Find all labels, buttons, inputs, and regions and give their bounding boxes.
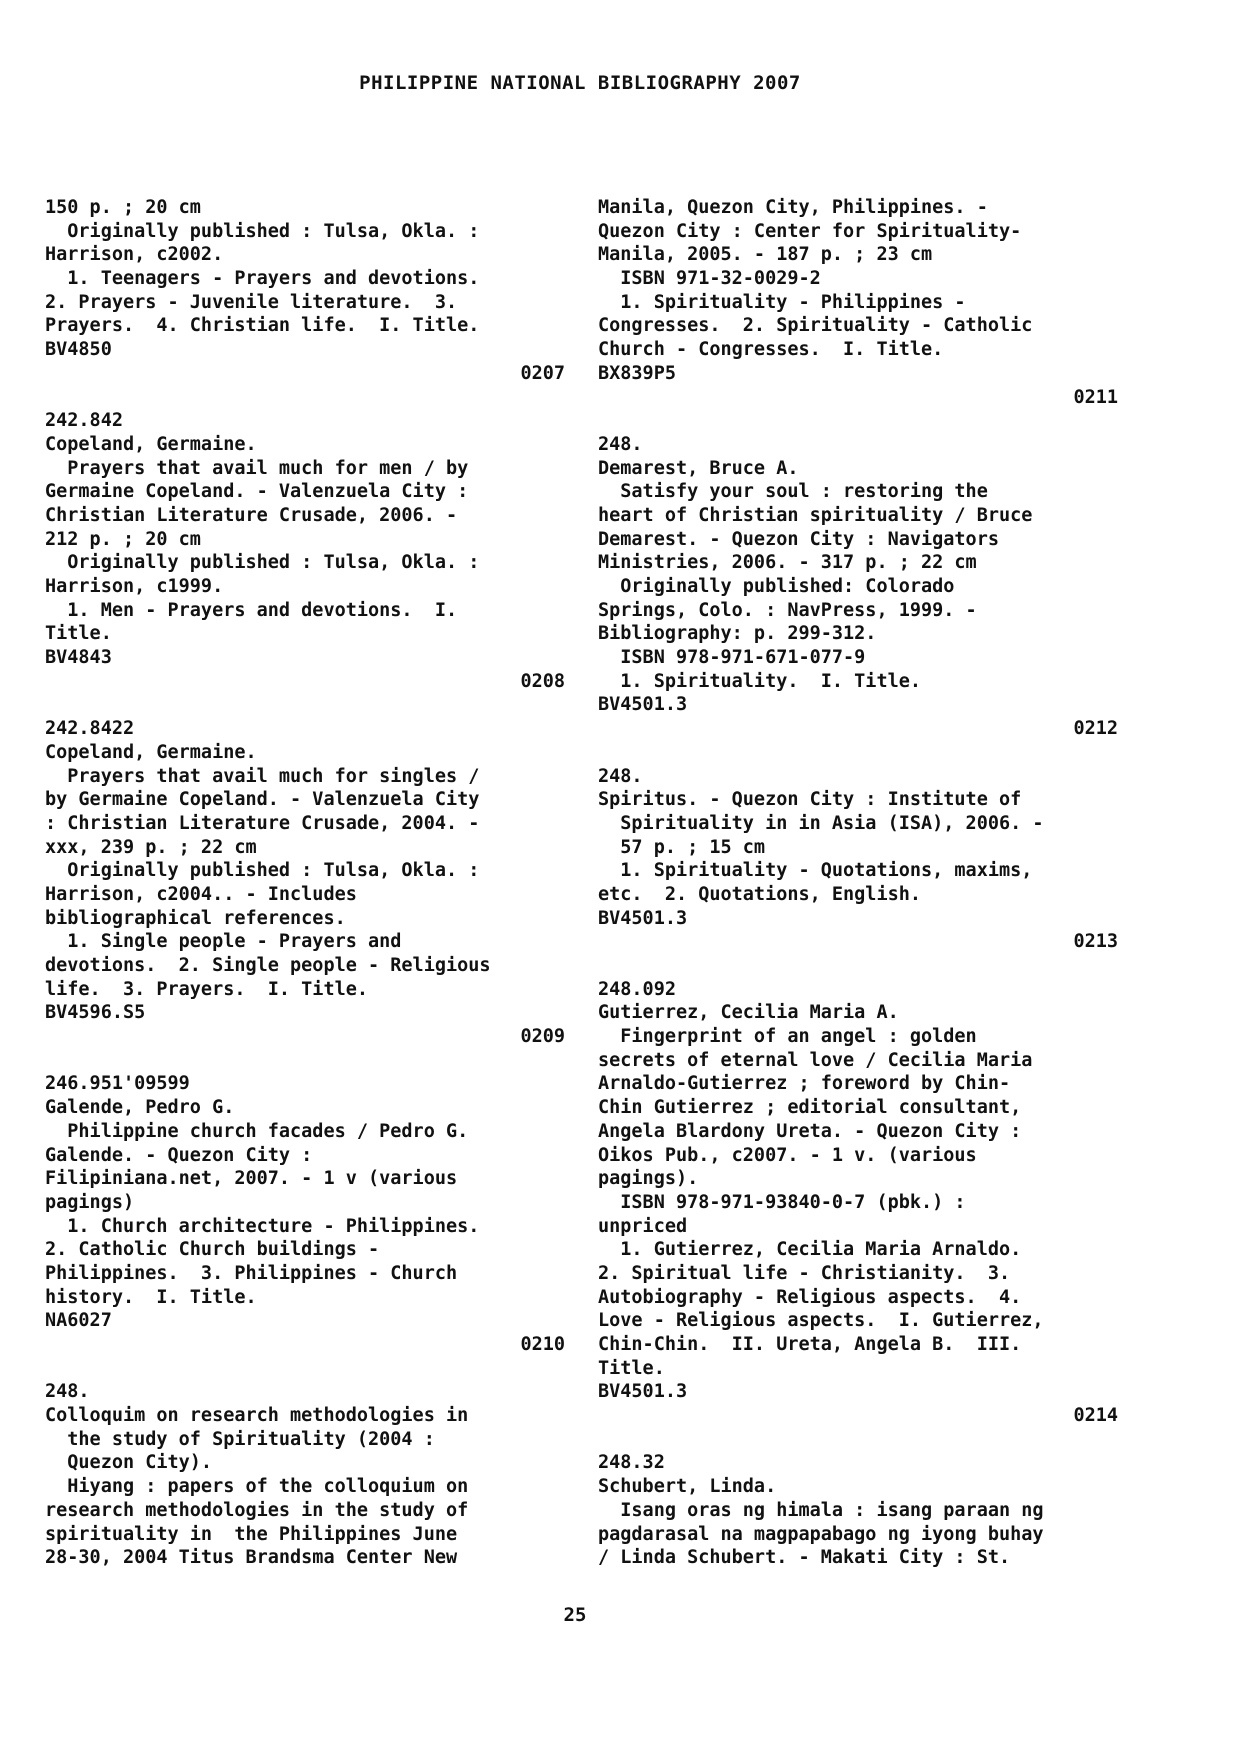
entry-line: : Christian Literature Crusade, 2004. - [45, 812, 480, 834]
entry-line: Autobiography - Religious aspects. 4. [598, 1286, 1022, 1308]
entry-line: 248.32 [598, 1452, 665, 1474]
entry-line: BV4501.3 [598, 1381, 688, 1403]
entry-line: Church - Congresses. I. Title. [598, 339, 944, 361]
entry-line: Originally published : Tulsa, Okla. : [45, 860, 480, 882]
entry-line: 1. Spirituality. I. Title. [598, 670, 922, 692]
entry-line: Harrison, c1999. [45, 576, 224, 597]
entry-spacer [45, 1357, 565, 1381]
entry-spacer [598, 954, 1118, 978]
entry-line: Prayers. 4. Christian life. I. Title. [45, 315, 480, 337]
entry-line: BV4596.S5 [45, 1002, 146, 1024]
entry-line: Harrison, c2004.. - Includes [45, 883, 357, 905]
entry-spacer [45, 386, 565, 410]
entry-line: Filipiniana.net, 2007. - 1 v (various [45, 1168, 458, 1190]
entry-line: Colloquim on research methodologies in [45, 1405, 469, 1427]
entry-spacer [598, 741, 1118, 765]
right-column [598, 196, 1118, 1570]
entry-spacer [598, 1428, 1118, 1452]
entry-line: 1. Men - Prayers and devotions. I. [45, 599, 458, 621]
entry-line: 1. Church architecture - Philippines. [45, 1215, 480, 1237]
entry-line: Quezon City : Center for Spirituality- [598, 220, 1022, 242]
entry-line: Prayers that avail much for singles / [45, 765, 480, 787]
entry-line: 248. [45, 1381, 90, 1403]
entry-number: 0212 [1073, 718, 1118, 740]
entry-line: Spiritus. - Quezon City : Institute of [598, 789, 1022, 811]
entry-line: Arnaldo-Gutierrez ; foreword by Chin- [598, 1073, 1011, 1095]
entry-line: Springs, Colo. : NavPress, 1999. - [598, 599, 977, 621]
entry-line: devotions. 2. Single people - Religious [45, 955, 491, 976]
continuation-entry [45, 196, 565, 386]
entry-line: life. 3. Prayers. I. Title. [45, 978, 369, 1000]
entry-number: 0210 [520, 1334, 565, 1355]
entry-line: 2. Spiritual life - Christianity. 3. [598, 1262, 1011, 1284]
catalog-entry [598, 765, 1118, 955]
entry-line: pagings) [45, 1191, 135, 1213]
entry-line: Isang oras ng himala : isang paraan ng [598, 1499, 1044, 1521]
catalog-entry [598, 1451, 1118, 1569]
entry-line: Demarest. - Quezon City : Navigators [598, 528, 999, 550]
entry-line: Manila, 2005. - 187 p. ; 23 cm [598, 244, 933, 266]
entry-line: Galende, Pedro G. [45, 1097, 235, 1119]
catalog-entry [45, 717, 565, 1049]
entry-line: Originally published: Colorado [598, 576, 955, 597]
entry-line: spirituality in the Philippines June [45, 1523, 458, 1545]
entry-line: Oikos Pub., c2007. - 1 v. (various [598, 1144, 977, 1166]
entry-line: Quezon City). [45, 1452, 213, 1474]
entry-line: 1. Spirituality - Quotations, maxims, [598, 860, 1033, 882]
entry-line: 248.092 [598, 978, 676, 1000]
entry-line: BV4501.3 [598, 907, 688, 929]
entry-line: ISBN 978-971-671-077-9 [598, 647, 866, 669]
entry-line: Manila, Quezon City, Philippines. - [598, 197, 988, 218]
entry-line: Copeland, Germaine. [45, 741, 257, 763]
catalog-entry [45, 1072, 565, 1356]
entry-line: Germaine Copeland. - Valenzuela City : [45, 481, 469, 503]
entry-line: 1. Spirituality - Philippines - [598, 291, 966, 313]
entry-line: pagings). [598, 1168, 699, 1190]
entry-line: 1. Gutierrez, Cecilia Maria Arnaldo. [598, 1239, 1022, 1261]
entry-line: Gutierrez, Cecilia Maria A. [598, 1002, 899, 1024]
page-number: 25 [563, 1604, 587, 1626]
entry-line: Philippine church facades / Pedro G. [45, 1120, 469, 1142]
entry-line: 1. Teenagers - Prayers and devotions. [45, 268, 480, 290]
catalog-entry [45, 409, 565, 693]
entry-number: 0214 [1073, 1405, 1118, 1427]
entry-line: Philippines. 3. Philippines - Church [45, 1262, 458, 1284]
entry-number: 0207 [520, 362, 565, 384]
entry-line: 248. [598, 433, 643, 455]
entry-line: Satisfy your soul : restoring the [598, 481, 988, 503]
entry-line: Schubert, Linda. [598, 1476, 777, 1498]
entry-line: NA6027 [45, 1310, 112, 1332]
entry-line: Title. [598, 1357, 665, 1379]
entry-line: 57 p. ; 15 cm [598, 836, 766, 858]
entry-line: Congresses. 2. Spirituality - Catholic [598, 315, 1033, 337]
entry-line: BV4501.3 [598, 694, 688, 716]
entry-line: 2. Catholic Church buildings - [45, 1239, 380, 1261]
entry-line: 242.842 [45, 410, 123, 432]
entry-number: 0211 [1073, 386, 1118, 408]
entry-line: Copeland, Germaine. [45, 433, 257, 455]
entry-line: unpriced [598, 1215, 688, 1237]
catalog-entry [598, 433, 1118, 741]
entry-line: Ministries, 2006. - 317 p. ; 22 cm [598, 552, 977, 574]
entry-line: Originally published : Tulsa, Okla. : [45, 552, 480, 574]
entry-line: Galende. - Quezon City : [45, 1144, 313, 1166]
entry-line: research methodologies in the study of [45, 1499, 469, 1521]
left-column [45, 196, 565, 1570]
entry-line: Prayers that avail much for men / by [45, 457, 469, 479]
entry-number: 0213 [1073, 931, 1118, 953]
continuation-entry [598, 196, 1118, 409]
catalog-entry [45, 1380, 565, 1570]
page-header: PHILIPPINE NATIONAL BIBLIOGRAPHY 2007 [359, 72, 801, 94]
entry-line: ISBN 971-32-0029-2 [598, 268, 821, 290]
entry-line: etc. 2. Quotations, English. [598, 883, 922, 905]
entry-line: 2. Prayers - Juvenile literature. 3. [45, 291, 458, 313]
entry-line: Harrison, c2002. [45, 244, 224, 266]
entry-line: secrets of eternal love / Cecilia Maria [598, 1049, 1033, 1071]
entry-line: Chin Gutierrez ; editorial consultant, [598, 1097, 1022, 1119]
entry-line: Spirituality in in Asia (ISA), 2006. - [598, 812, 1044, 834]
entry-line: pagdarasal na magpapabago ng iyong buhay [598, 1523, 1044, 1545]
entry-line: / Linda Schubert. - Makati City : St. [598, 1547, 1011, 1569]
entry-line: xxx, 239 p. ; 22 cm [45, 836, 257, 858]
entry-line: BX839P5 [598, 362, 676, 384]
entry-spacer [45, 1049, 565, 1073]
entry-line: Title. [45, 623, 112, 645]
entry-line: the study of Spirituality (2004 : [45, 1428, 435, 1450]
entry-line: 212 p. ; 20 cm [45, 528, 201, 550]
entry-line: Love - Religious aspects. I. Gutierrez, [598, 1310, 1044, 1332]
entry-line: Demarest, Bruce A. [598, 457, 799, 479]
entry-line: 248. [598, 765, 643, 787]
entry-line: Angela Blardony Ureta. - Quezon City : [598, 1120, 1022, 1142]
entry-line: 246.951'09599 [45, 1073, 190, 1095]
entry-spacer [45, 693, 565, 717]
entry-line: bibliographical references. [45, 907, 346, 929]
entry-line: 1. Single people - Prayers and [45, 931, 402, 953]
catalog-entry [598, 978, 1118, 1428]
entry-line: 28-30, 2004 Titus Brandsma Center New [45, 1547, 458, 1569]
entry-line: heart of Christian spirituality / Bruce [598, 504, 1033, 526]
entry-line: 150 p. ; 20 cm [45, 197, 201, 218]
entry-line: BV4843 [45, 647, 112, 669]
entry-line: Chin-Chin. II. Ureta, Angela B. III. [598, 1334, 1022, 1355]
entry-line: history. I. Title. [45, 1286, 257, 1308]
entry-line: Bibliography: p. 299-312. [598, 623, 877, 645]
entry-line: Hiyang : papers of the colloquium on [45, 1476, 469, 1498]
entry-spacer [598, 409, 1118, 433]
entry-number: 0209 [520, 1026, 565, 1048]
entry-line: 242.8422 [45, 718, 135, 740]
entry-line: ISBN 978-971-93840-0-7 (pbk.) : [598, 1191, 966, 1213]
entry-line: BV4850 [45, 339, 112, 361]
entry-line: by Germaine Copeland. - Valenzuela City [45, 789, 480, 811]
entry-number: 0208 [520, 670, 565, 692]
entry-line: Originally published : Tulsa, Okla. : [45, 220, 480, 242]
entry-line: Fingerprint of an angel : golden [598, 1026, 977, 1048]
entry-line: Christian Literature Crusade, 2006. - [45, 504, 458, 526]
